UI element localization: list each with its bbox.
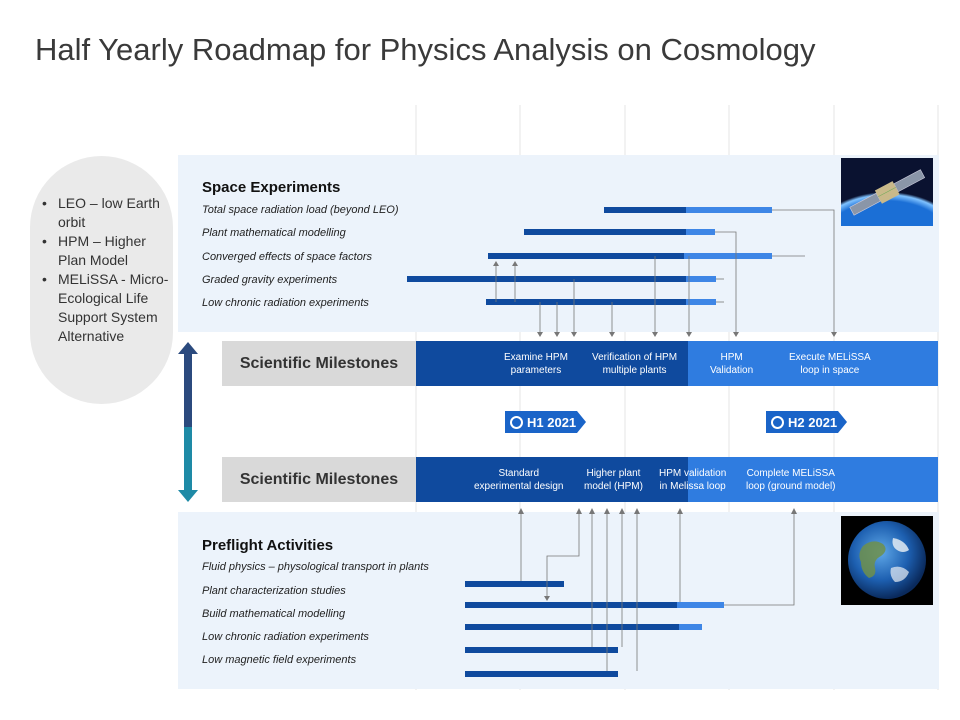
space-experiments-heading: Space Experiments <box>202 179 341 196</box>
milestone-line: HPM validation <box>659 468 727 479</box>
milestone-line: Examine HPM <box>504 352 568 363</box>
milestone-line: parameters <box>510 365 562 376</box>
preflight-row-label: Plant characterization studies <box>202 585 346 597</box>
glossary-item: • HPM – Higher Plan Model <box>42 232 170 270</box>
preflight-row-label: Low magnetic field experiments <box>202 654 357 666</box>
milestone-line: in Melissa loop <box>659 481 726 492</box>
milestone-line: loop in space <box>800 365 860 376</box>
half-tag-label: H2 2021 <box>788 414 838 430</box>
space-row-label: Plant mathematical modelling <box>202 227 346 239</box>
milestone-line: Standard <box>498 468 540 479</box>
milestones-label-top: Scientific Milestones <box>222 341 416 386</box>
space-row-label: Total space radiation load (beyond LEO) <box>202 204 399 216</box>
preflight-row-label: Fluid physics – physological transport in plants <box>202 561 429 573</box>
preflight-heading: Preflight Activities <box>202 537 334 554</box>
milestone-line: Verification of HPM <box>592 352 678 363</box>
preflight-row-label: Build mathematical modelling <box>202 608 346 620</box>
glossary-item: • MELiSSA - Micro-Ecological Life Support System Alternative <box>42 270 170 346</box>
milestone-line: loop (ground model) <box>746 481 836 492</box>
milestone-line: Complete MELiSSA <box>746 468 835 479</box>
glossary-item: • LEO – low Earth orbit <box>42 194 170 232</box>
milestones-label-bottom: Scientific Milestones <box>222 457 416 502</box>
milestone-line: Higher plant <box>586 468 641 479</box>
space-row-label: Low chronic radiation experiments <box>202 297 369 309</box>
page-title: Half Yearly Roadmap for Physics Analysis on Cosmology <box>35 32 816 67</box>
milestone-line: HPM <box>720 352 743 363</box>
milestone-line: multiple plants <box>602 365 667 376</box>
milestone-line: experimental design <box>474 481 564 492</box>
preflight-row-label: Low chronic radiation experiments <box>202 631 369 643</box>
milestone-line: model (HPM) <box>584 481 643 492</box>
half-tag-label: H1 2021 <box>527 414 577 430</box>
space-row-label: Converged effects of space factors <box>202 251 372 263</box>
milestone-line: Validation <box>710 365 754 376</box>
milestone-line: Execute MELiSSA <box>789 352 871 363</box>
earth-globe-icon <box>841 516 933 605</box>
space-row-label: Graded gravity experiments <box>202 274 338 286</box>
